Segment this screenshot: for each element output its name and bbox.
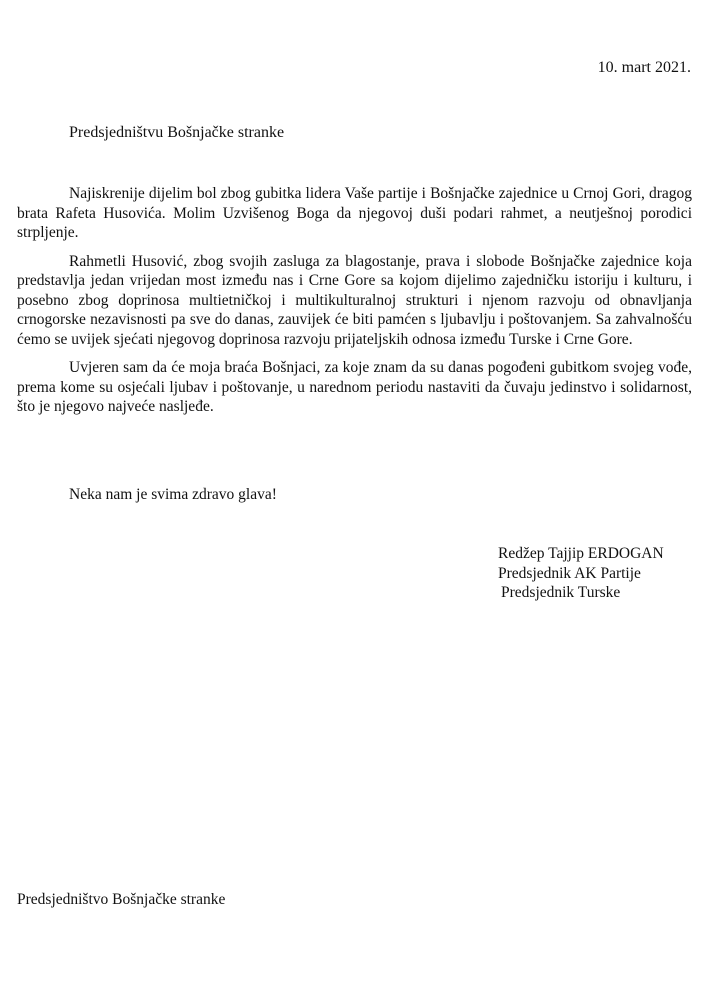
signature-name: Redžep Tajjip ERDOGAN <box>498 545 664 562</box>
paragraph-tribute: Rahmetli Husović, zbog svojih zasluga za blagostanje, prava i slobode Bošnjačke zajednice koja predstavlja jedan vrijedan most između nas i Crne Gore sa kojom dijelimo zajedničku istoriju i kulturu, i posebno zbog doprinosa multietničkoj i multikulturalnoj strukturi i njenom razvoju od obnavljanja crnogorske nezavisnosti pa sve do danas, zauvijek će biti pamćen s ljubavlju i poštovanjem. Sa zahvalnošću ćemo se uvijek sjećati njegovog doprinosa razvoju prijateljskih odnosa između Turske i Crne Gore. <box>17 252 692 348</box>
paragraph-legacy: Uvjeren sam da će moja braća Bošnjaci, za koje znam da su danas pogođeni gubitkom svojeg vođe, prema kome su osjećali ljubav i poštovanje, u narednom periodu nastaviti da čuvaju jedinstvo i solidarnost, što je njegovo najveće nasljeđe. <box>17 359 692 415</box>
signature-title-party: Predsjednik AK Partije <box>498 564 641 582</box>
letter-body <box>17 184 692 426</box>
letter-date: 10. mart 2021. <box>597 59 691 76</box>
paragraph-condolence: Najiskrenije dijelim bol zbog gubitka lidera Vaše partije i Bošnjačke zajednice u Crnoj Gori, dragog brata Rafeta Husovića. Molim Uzvišenog Boga da njegovoj duši podari rahmet, a neutješnoj porodici strpljenje. <box>17 185 692 241</box>
footer-line: Predsjedništvo Bošnjačke stranke <box>17 891 226 908</box>
closing-line: Neka nam je svima zdravo glava! <box>69 486 277 503</box>
recipient-line: Predsjedništvu Bošnjačke stranke <box>69 124 285 141</box>
signature-title-president: Predsjednik Turske <box>501 584 621 601</box>
signature-block <box>498 544 664 603</box>
